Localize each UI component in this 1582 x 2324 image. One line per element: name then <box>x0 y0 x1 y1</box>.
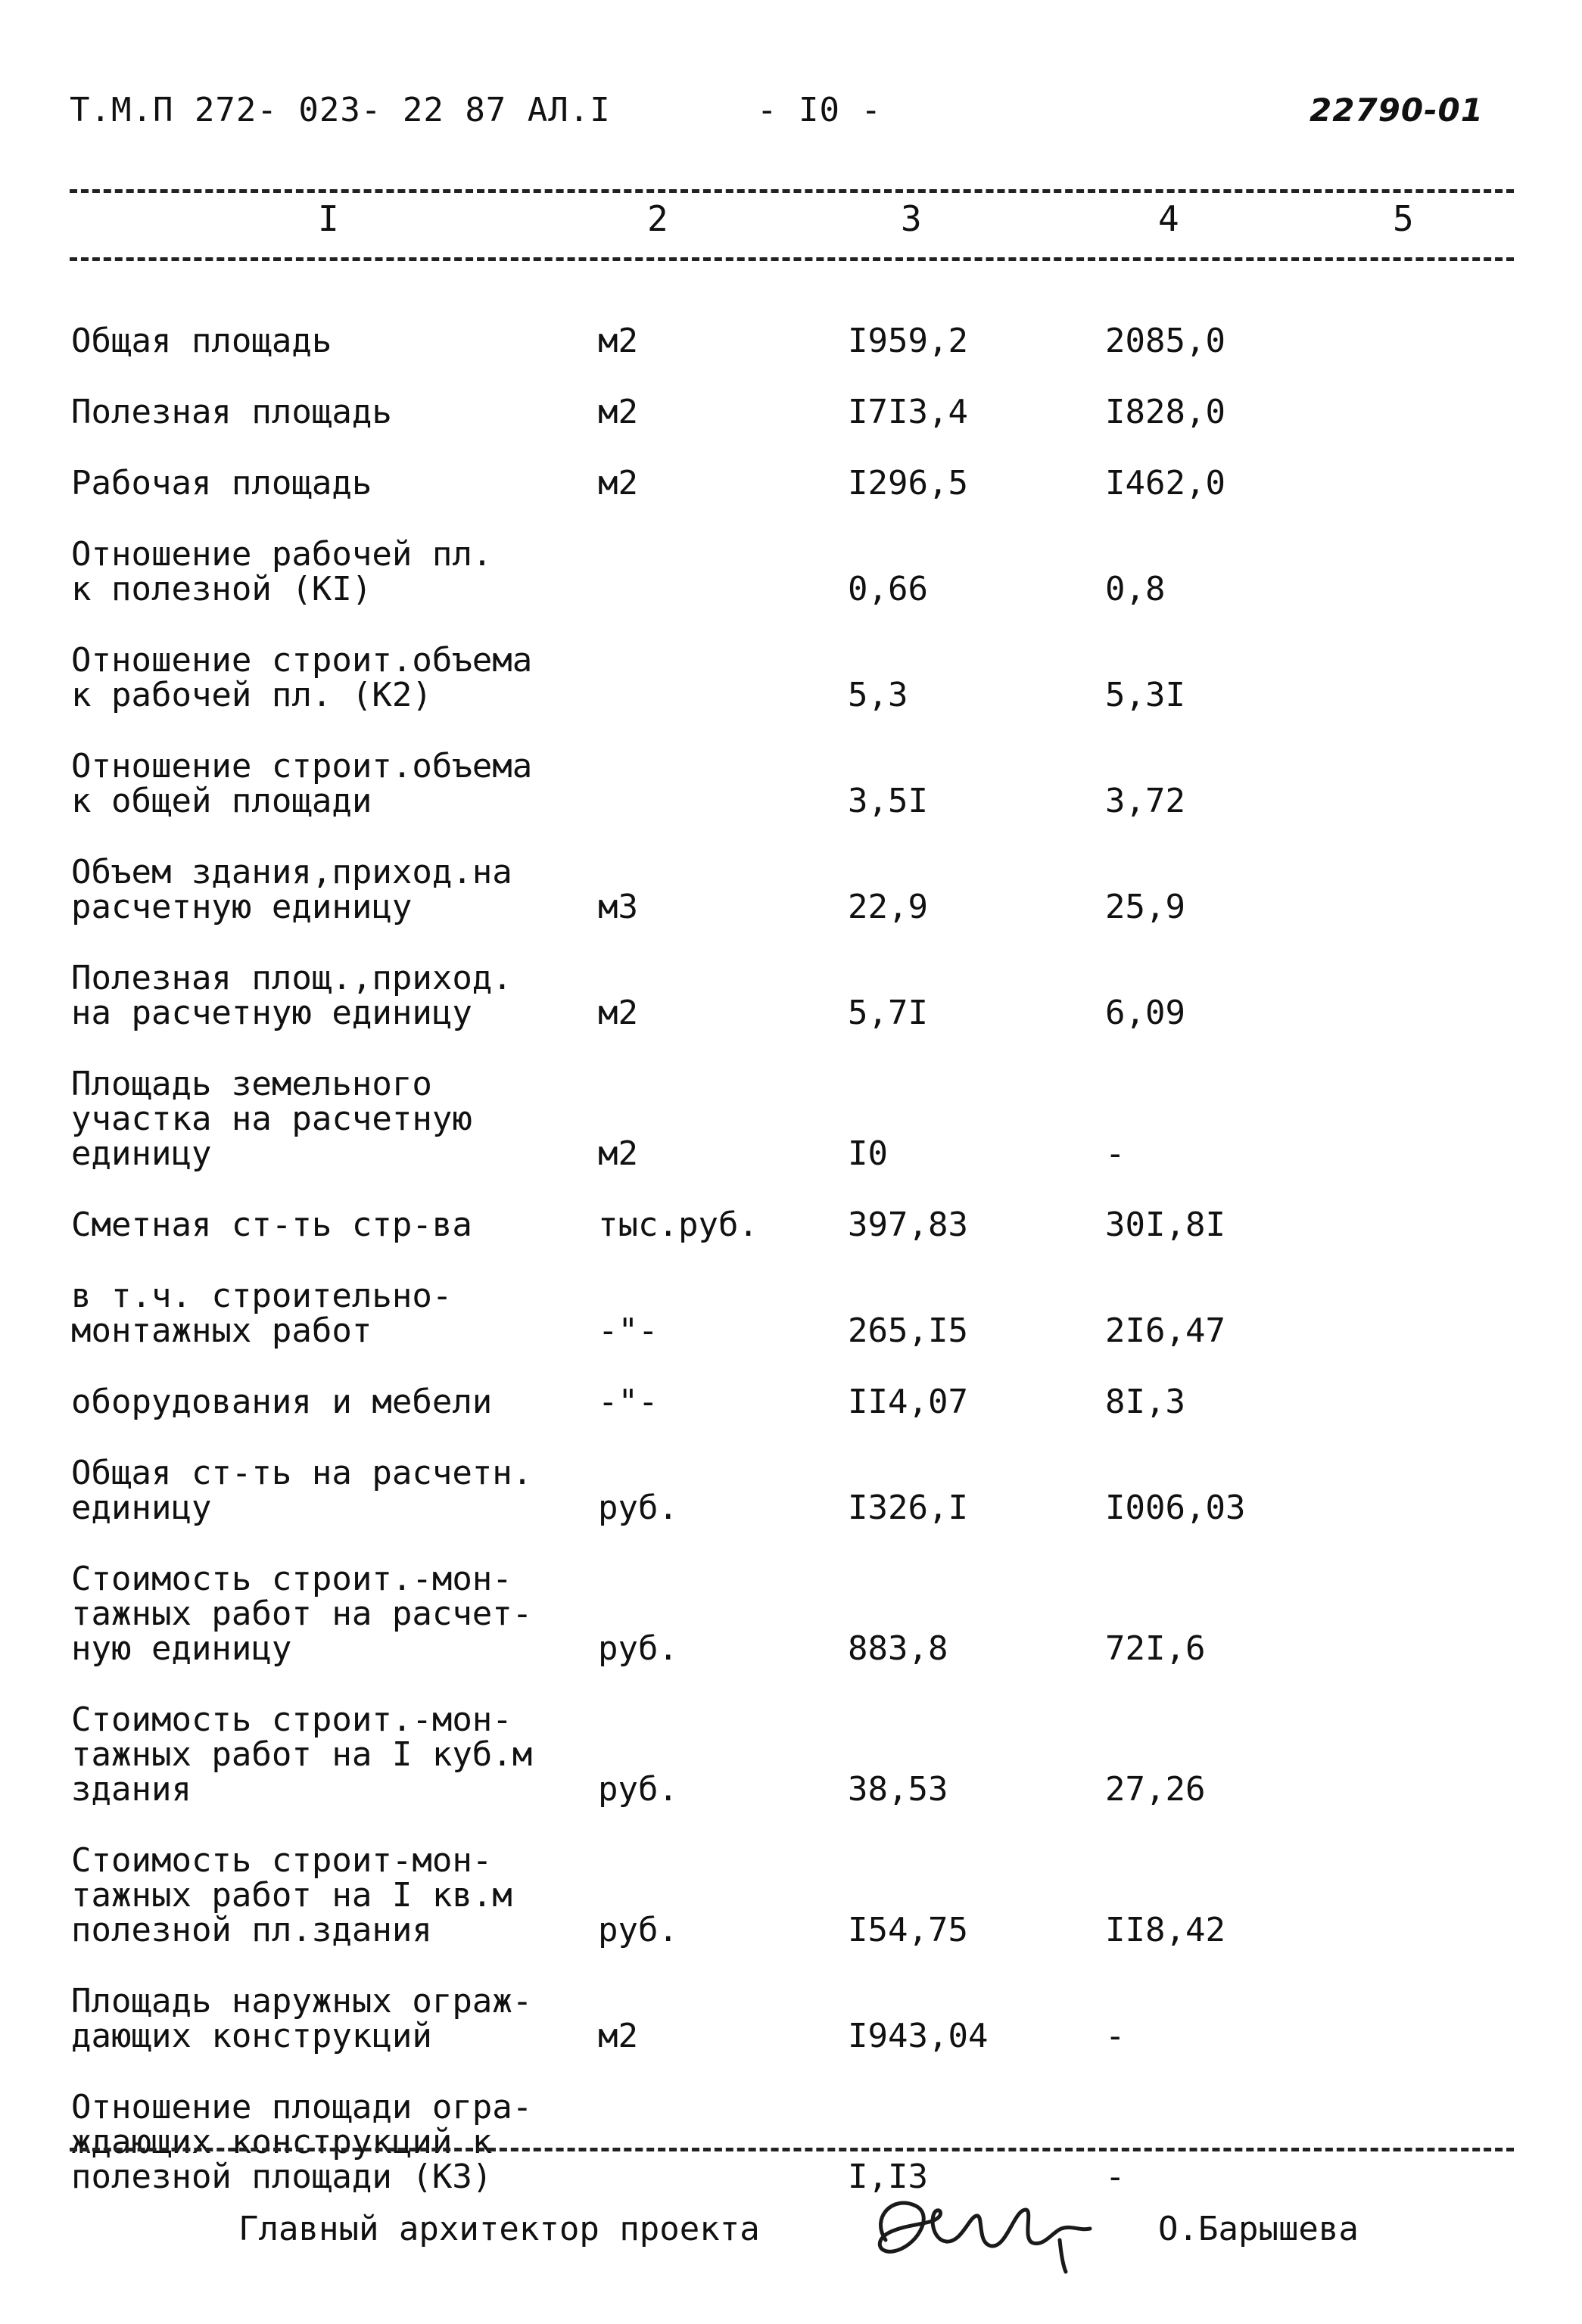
table-row <box>0 288 1582 359</box>
value-column-3: 265,I5 <box>848 1311 968 1350</box>
unit-cell: м2 <box>598 393 638 431</box>
column-number-4: 4 <box>1158 198 1179 239</box>
handwritten-signature <box>863 2187 1113 2278</box>
indicator-name: Площадь наружных ограж- дающих конструкций <box>71 1982 533 2055</box>
value-column-4: - <box>1105 2017 1126 2055</box>
value-column-3: 397,83 <box>848 1206 968 1244</box>
indicator-name: Полезная площадь <box>71 393 392 431</box>
table-row <box>0 1349 1582 1420</box>
value-column-4: 0,8 <box>1105 570 1166 608</box>
indicator-name: Стоимость строит-мон- тажных работ на I кв.м полезной пл.здания <box>71 1841 512 1949</box>
table-bottom-rule <box>70 2148 1514 2151</box>
table-row <box>0 1948 1582 2054</box>
value-column-4: 8I,3 <box>1105 1383 1185 1421</box>
value-column-4: I462,0 <box>1105 464 1225 502</box>
indicator-table <box>0 288 1582 2195</box>
unit-cell: м2 <box>598 994 638 1032</box>
column-number-2: 2 <box>647 198 668 239</box>
value-column-4: 6,09 <box>1105 994 1185 1032</box>
indicator-name: Полезная площ.,приход. на расчетную единицу <box>71 959 512 1032</box>
unit-cell: -"- <box>598 1311 659 1350</box>
unit-cell: м2 <box>598 1134 638 1173</box>
table-row <box>0 713 1582 819</box>
value-column-4: I828,0 <box>1105 393 1225 431</box>
page-number: - I0 - <box>757 91 882 129</box>
column-number-3: 3 <box>901 198 922 239</box>
indicator-name: оборудования и мебели <box>71 1383 493 1421</box>
value-column-4: II8,42 <box>1105 1911 1225 1949</box>
indicator-name: Стоимость строит.-мон- тажных работ на I куб.м здания <box>71 1700 533 1809</box>
column-number-1: I <box>318 198 339 239</box>
value-column-3: I296,5 <box>848 464 968 502</box>
unit-cell: м2 <box>598 322 638 360</box>
indicator-name: Сметная ст-ть стр-ва <box>71 1206 472 1244</box>
value-column-3: I959,2 <box>848 322 968 360</box>
column-numbers-row <box>0 198 1582 244</box>
value-column-3: I,I3 <box>848 2158 928 2196</box>
value-column-4: 3,72 <box>1105 782 1185 820</box>
table-row <box>0 1420 1582 1526</box>
table-row <box>0 607 1582 713</box>
value-column-3: I54,75 <box>848 1911 968 1949</box>
value-column-3: I0 <box>848 1134 888 1173</box>
value-column-3: I943,04 <box>848 2017 989 2055</box>
value-column-4: 30I,8I <box>1105 1206 1225 1244</box>
table-row <box>0 2054 1582 2195</box>
unit-cell: руб. <box>598 1489 678 1527</box>
indicator-name: Отношение строит.объема к общей площади <box>71 747 533 820</box>
indicator-name: Рабочая площадь <box>71 464 372 502</box>
inventory-number: 22790-01 <box>1310 92 1484 129</box>
table-row <box>0 1807 1582 1948</box>
value-column-4: 72I,6 <box>1105 1629 1206 1668</box>
value-column-3: 883,8 <box>848 1629 948 1668</box>
value-column-3: I7I3,4 <box>848 393 968 431</box>
indicator-name: Отношение рабочей пл. к полезной (КI) <box>71 535 493 608</box>
indicator-name: Стоимость строит.-мон- тажных работ на расчет- ную единицу <box>71 1560 533 1668</box>
signer-name: О.Барышева <box>1158 2210 1359 2248</box>
value-column-4: - <box>1105 2158 1126 2196</box>
indicator-name: Общая ст-ть на расчетн. единицу <box>71 1454 533 1527</box>
value-column-3: I326,I <box>848 1489 968 1527</box>
indicator-name: Площадь земельного участка на расчетную единицу <box>71 1065 472 1173</box>
value-column-3: 5,7I <box>848 994 928 1032</box>
value-column-4: 2I6,47 <box>1105 1311 1225 1350</box>
header-bottom-rule <box>70 257 1514 261</box>
value-column-3: 5,3 <box>848 676 908 714</box>
value-column-4: - <box>1105 1134 1126 1173</box>
unit-cell: м3 <box>598 888 638 926</box>
value-column-4: 5,3I <box>1105 676 1185 714</box>
table-row <box>0 1171 1582 1243</box>
value-column-3: II4,07 <box>848 1383 968 1421</box>
document-code: Т.М.П 272- 023- 22 87 АЛ.I <box>70 91 611 129</box>
indicator-name: Отношение строит.объема к рабочей пл. (К2) <box>71 641 533 714</box>
indicator-name: в т.ч. строительно- монтажных работ <box>71 1277 453 1350</box>
unit-cell: руб. <box>598 1770 678 1809</box>
unit-cell: -"- <box>598 1383 659 1421</box>
column-number-5: 5 <box>1393 198 1414 239</box>
value-column-4: I006,03 <box>1105 1489 1246 1527</box>
table-top-rule <box>70 189 1514 193</box>
table-row <box>0 359 1582 430</box>
value-column-4: 25,9 <box>1105 888 1185 926</box>
value-column-3: 38,53 <box>848 1770 948 1809</box>
value-column-4: 27,26 <box>1105 1770 1206 1809</box>
value-column-3: 22,9 <box>848 888 928 926</box>
table-row <box>0 1666 1582 1807</box>
table-row <box>0 1031 1582 1171</box>
indicator-name: Общая площадь <box>71 322 332 360</box>
value-column-3: 3,5I <box>848 782 928 820</box>
table-row <box>0 1243 1582 1349</box>
indicator-name: Отношение площади огра- ждающих конструкций к полезной площади (К3) <box>71 2088 533 2196</box>
indicator-name: Объем здания,приход.на расчетную единицу <box>71 853 512 926</box>
table-row <box>0 501 1582 607</box>
unit-cell: руб. <box>598 1629 678 1668</box>
unit-cell: м2 <box>598 2017 638 2055</box>
table-row <box>0 430 1582 501</box>
unit-cell: тыс.руб. <box>598 1206 758 1244</box>
value-column-3: 0,66 <box>848 570 928 608</box>
signature-block <box>0 2187 1582 2278</box>
unit-cell: м2 <box>598 464 638 502</box>
signer-role: Главный архитектор проекта <box>238 2210 760 2248</box>
table-row <box>0 819 1582 925</box>
unit-cell: руб. <box>598 1911 678 1949</box>
table-row <box>0 1526 1582 1666</box>
value-column-4: 2085,0 <box>1105 322 1225 360</box>
table-row <box>0 925 1582 1031</box>
